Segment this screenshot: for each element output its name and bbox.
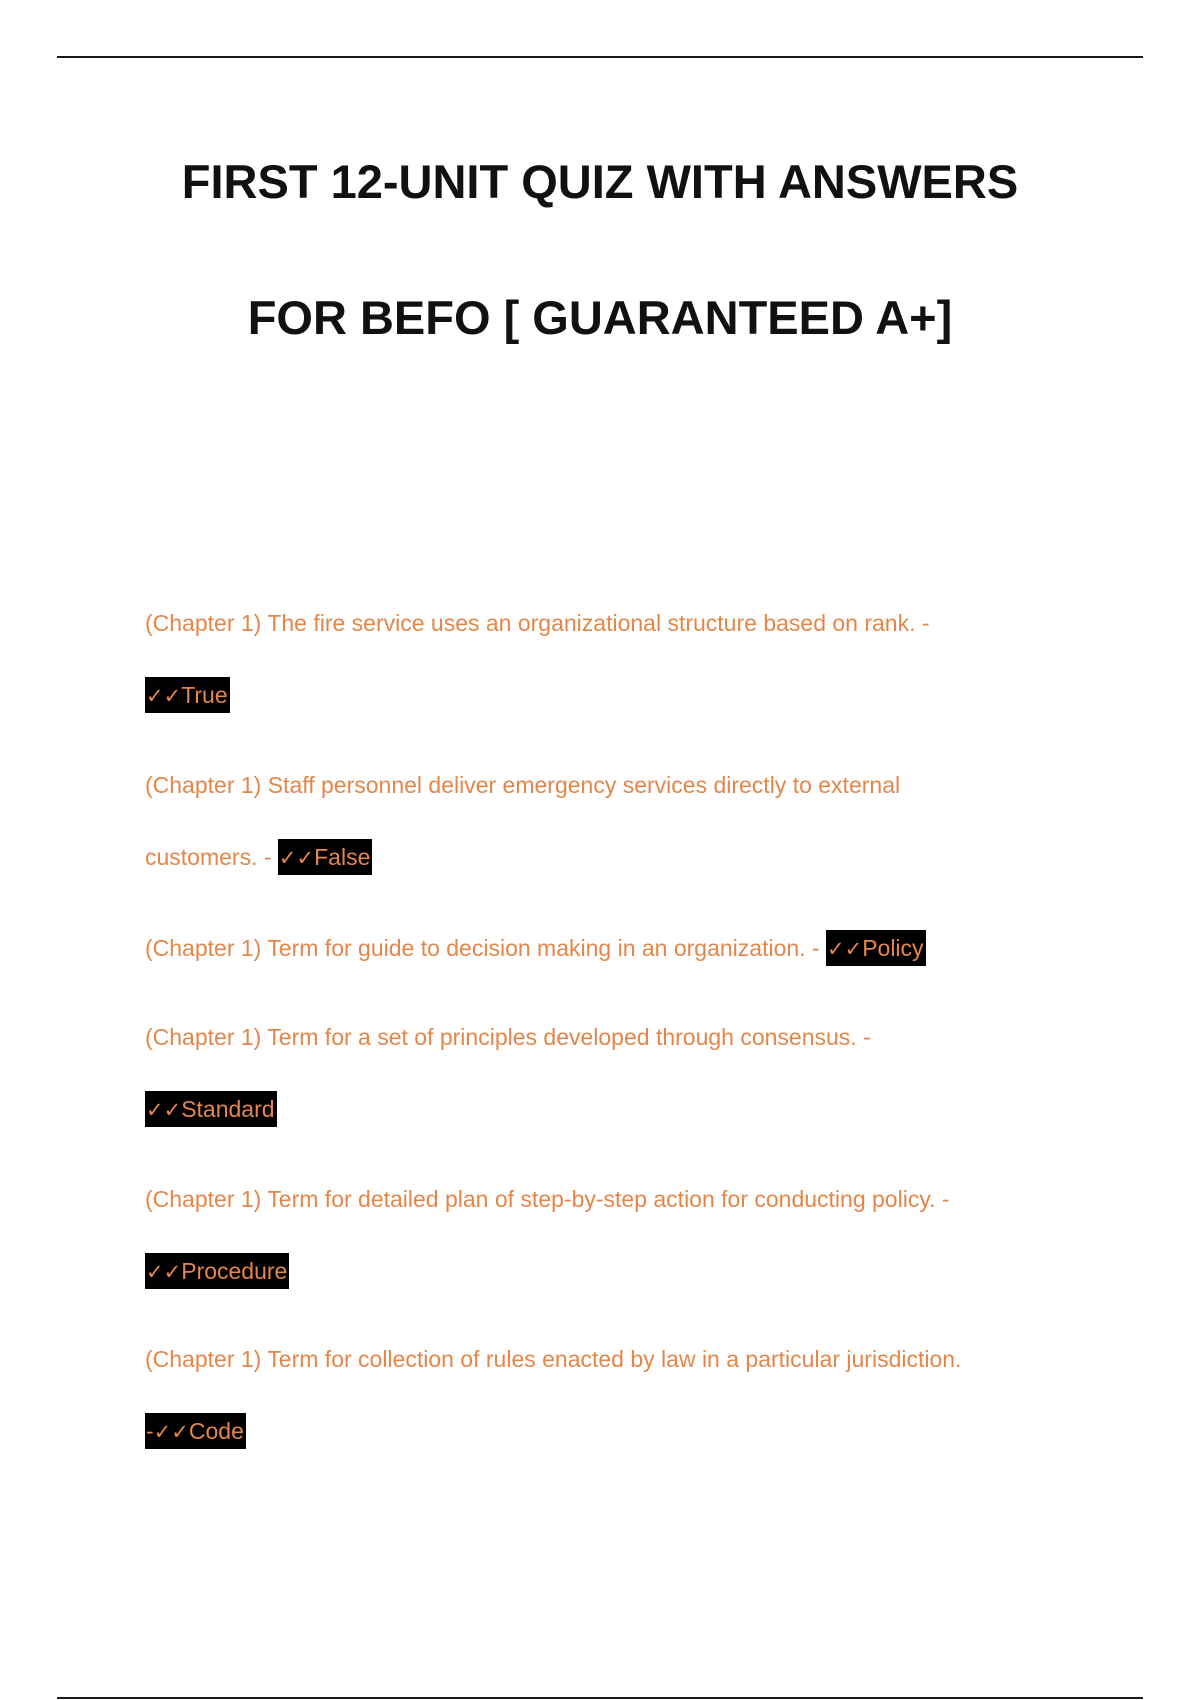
answer-line [145, 1098, 277, 1121]
document-title-line-1: FIRST 12-UNIT QUIZ WITH ANSWERS [181, 155, 1019, 208]
answer-text: True [181, 682, 228, 708]
double-check-icon: ✓✓ [278, 846, 315, 870]
answer-line [145, 846, 372, 869]
top-rule [57, 56, 1143, 58]
question-text-continued: customers. - [145, 844, 272, 870]
question-text: (Chapter 1) Term for detailed plan of step-by-step action for conducting policy. - [145, 1186, 950, 1212]
question-text: (Chapter 1) Term for guide to decision making in an organization. - [145, 935, 820, 961]
question-line [145, 937, 926, 960]
double-check-icon: ✓✓ [146, 1260, 182, 1284]
question-text: (Chapter 1) Term for collection of rules enacted by law in a particular jurisdiction. [145, 1346, 962, 1372]
question-text: (Chapter 1) Term for a set of principles developed through consensus. - [145, 1024, 871, 1050]
double-check-icon: ✓✓ [153, 1420, 189, 1444]
answer-text: Standard [181, 1096, 275, 1122]
answer-text: False [314, 844, 371, 870]
document-title-line-2: FOR BEFO [ GUARANTEED A+] [247, 291, 953, 344]
answer-highlight [145, 1253, 289, 1289]
answer-line [145, 1420, 246, 1443]
answer-line [145, 684, 230, 707]
bottom-rule [57, 1697, 1143, 1699]
double-check-icon: ✓✓ [146, 684, 182, 708]
double-check-icon: ✓✓ [826, 937, 863, 961]
answer-highlight [145, 1413, 246, 1449]
answer-text: Procedure [181, 1258, 288, 1284]
question-text-continued: - [146, 1418, 154, 1444]
question-text: (Chapter 1) The fire service uses an organizational structure based on rank. - [145, 610, 930, 636]
answer-text: Policy [862, 935, 924, 961]
answer-text: Code [188, 1418, 244, 1444]
question-text: (Chapter 1) Staff personnel deliver emergency services directly to external [145, 772, 901, 798]
double-check-icon: ✓✓ [146, 1098, 182, 1122]
answer-highlight [826, 930, 926, 966]
answer-highlight [145, 677, 230, 713]
answer-line [145, 1260, 289, 1283]
answer-highlight [145, 1091, 277, 1127]
answer-highlight [278, 839, 372, 875]
